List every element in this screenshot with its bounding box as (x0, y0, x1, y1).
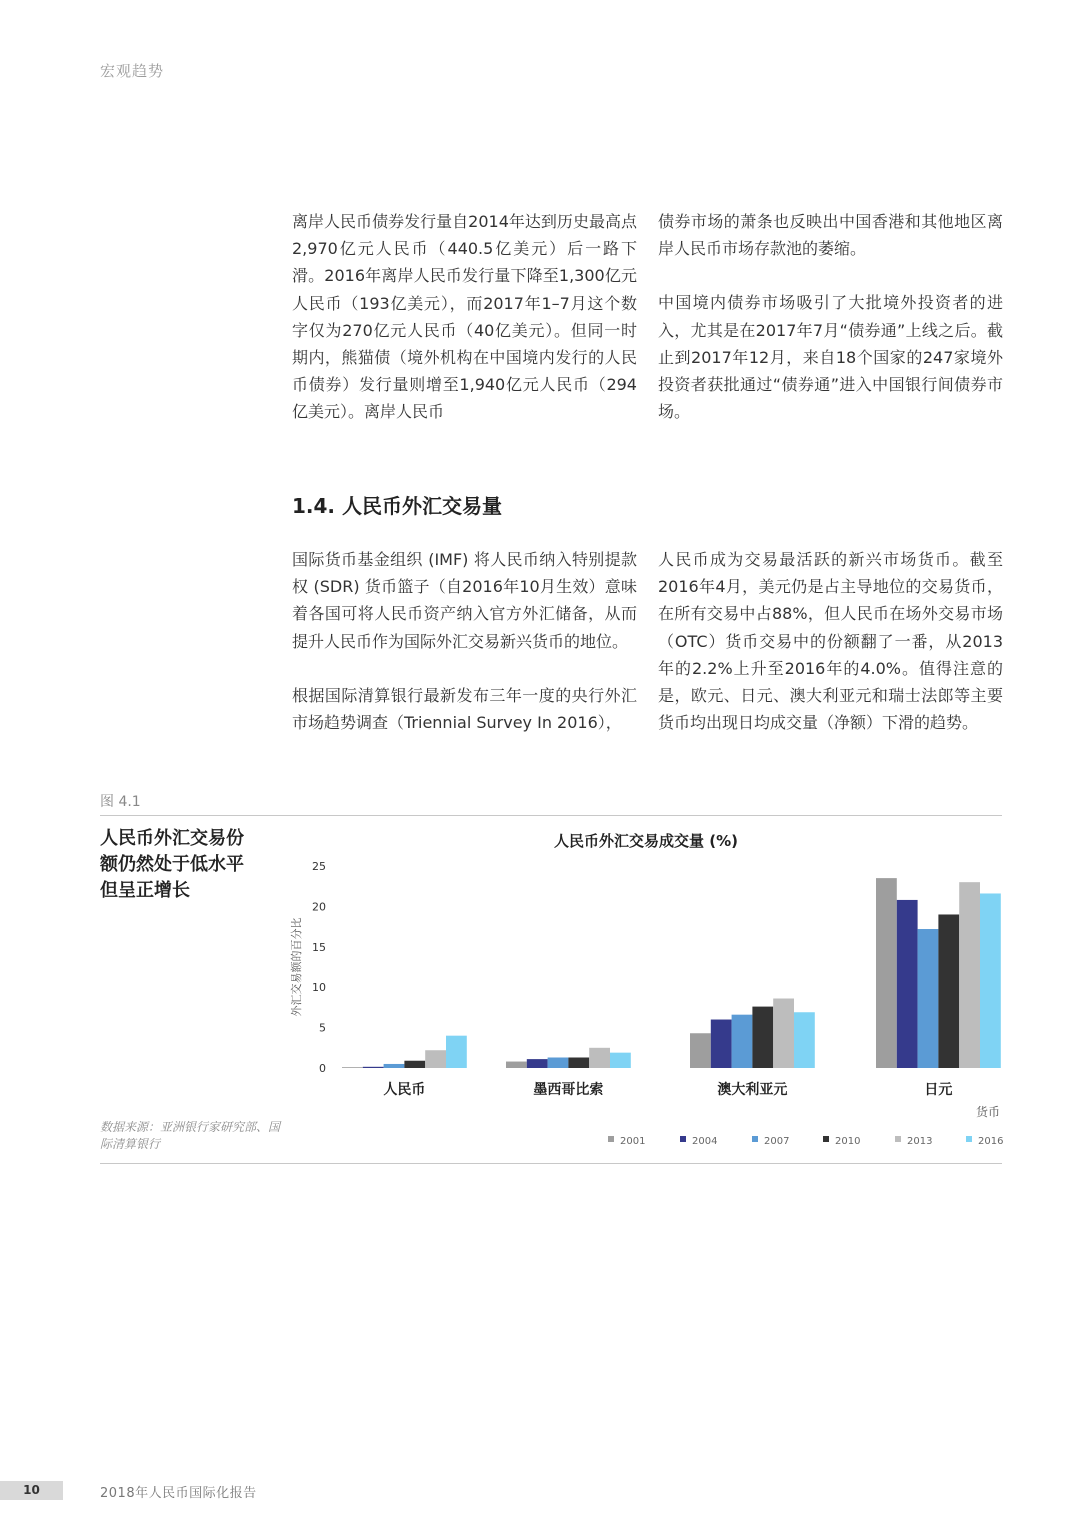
paragraph: 中国境内债券市场吸引了大批境外投资者的进入，尤其是在2017年7月“债券通”上线之后。截止到2017年12月，来自18个国家的247家境外投资者获批通过“债券通”进入中国银行间债券市场。 (658, 293, 1003, 422)
bar (404, 1061, 425, 1068)
legend-label: 2010 (835, 1136, 861, 1147)
bar (363, 1067, 384, 1068)
bar (690, 1033, 711, 1068)
figure-top-rule (100, 815, 1002, 816)
legend-swatch (752, 1136, 758, 1142)
bar (732, 1015, 753, 1068)
bar (446, 1036, 467, 1068)
y-tick-label: 20 (312, 900, 326, 914)
figure-bottom-rule (100, 1163, 1002, 1164)
x-category-label: 人民币 (383, 1082, 426, 1098)
legend-label: 2001 (620, 1136, 646, 1147)
bar (918, 929, 939, 1068)
legend-label: 2007 (764, 1136, 790, 1147)
bar (425, 1050, 446, 1068)
y-tick-label: 5 (319, 1021, 326, 1035)
legend-label: 2004 (692, 1136, 718, 1147)
bar (610, 1053, 631, 1068)
x-category-label: 日元 (924, 1082, 953, 1098)
body-column-2 (658, 208, 1003, 452)
paragraph: 根据国际清算银行最新发布三年一度的央行外汇市场趋势调查（Triennial Survey In 2016）， (292, 685, 637, 733)
section-header: 宏观趋势 (100, 62, 165, 80)
body-column-3 (292, 546, 637, 763)
figure-source: 数据来源：亚洲银行家研究部、国际清算银行 (100, 1120, 281, 1151)
bar (876, 878, 897, 1068)
chart-title: 人民币外汇交易成交量 (%) (554, 832, 738, 850)
bar (980, 893, 1001, 1068)
x-category-label: 墨西哥比索 (533, 1082, 604, 1098)
footer-title: 2018年人民币国际化报告 (100, 1486, 257, 1501)
bar (897, 900, 918, 1068)
bar (752, 1007, 773, 1068)
y-tick-label: 0 (319, 1062, 326, 1075)
legend-swatch (895, 1136, 901, 1142)
bar (711, 1020, 732, 1068)
bar (527, 1059, 548, 1068)
y-axis-label: 外汇交易额的百分比 (290, 917, 303, 1017)
x-category-label: 澳大利亚元 (717, 1082, 788, 1098)
x-axis-label: 货币 (975, 1105, 1000, 1119)
bar (384, 1064, 405, 1068)
bar-chart (250, 818, 1010, 1158)
bar (938, 914, 959, 1068)
page-number: 10 (0, 1481, 63, 1500)
legend-swatch (608, 1136, 614, 1142)
legend-label: 2016 (978, 1136, 1004, 1147)
paragraph: 离岸人民币债券发行量自2014年达到历史最高点2,970亿元人民币（440.5亿美元）后一路下滑。2016年离岸人民币发行量下降至1,300亿元人民币（193亿美元），而2017年1–7月这个数字仅为270亿元人民币（40亿美元）。但同一时期内，熊猫债（境外机构在中国境内发行的人民币债券）发行量则增至1,940亿元人民币（294亿美元）。离岸人民币 (292, 212, 637, 422)
y-tick-label: 15 (312, 940, 326, 954)
bar (342, 1067, 363, 1068)
figure-label: 图 4.1 (100, 794, 141, 810)
bar (794, 1012, 815, 1068)
bar (548, 1057, 569, 1068)
body-column-1 (292, 208, 637, 453)
y-tick-label: 10 (312, 981, 326, 995)
legend-label: 2013 (907, 1136, 933, 1147)
bar (773, 999, 794, 1068)
legend-swatch (680, 1136, 686, 1142)
body-column-4 (658, 546, 1003, 763)
bar (589, 1048, 610, 1068)
legend-swatch (966, 1136, 972, 1142)
paragraph: 债券市场的萧条也反映出中国香港和其他地区离岸人民币市场存款池的萎缩。 (658, 212, 1003, 259)
y-tick-label: 25 (312, 860, 326, 873)
section-title: 1.4. 人民币外汇交易量 (292, 494, 502, 518)
paragraph: 国际货币基金组织 (IMF) 将人民币纳入特别提款权 (SDR) 货币篮子（自2016年10月生效）意味着各国可将人民币资产纳入官方外汇储备，从而提升人民币作为国际外汇交易新兴货币的地位。 (292, 550, 637, 651)
paragraph: 人民币成为交易最活跃的新兴市场货币。截至2016年4月，美元仍是占主导地位的交易货币，在所有交易中占88%，但人民币在场外交易市场（OTC）货币交易中的份额翻了一番，从2013年的2.2%上升至2016年的4.0%。值得注意的是，欧元、日元、澳大利亚元和瑞士法郎等主要货币均出现日均成交量（净额）下滑的趋势。 (658, 550, 1003, 733)
bar (506, 1062, 527, 1068)
legend-swatch (823, 1136, 829, 1142)
bar (959, 882, 980, 1068)
bar (568, 1057, 589, 1068)
figure-title: 人民币外汇交易份额仍然处于低水平但呈正增长 (100, 828, 244, 901)
